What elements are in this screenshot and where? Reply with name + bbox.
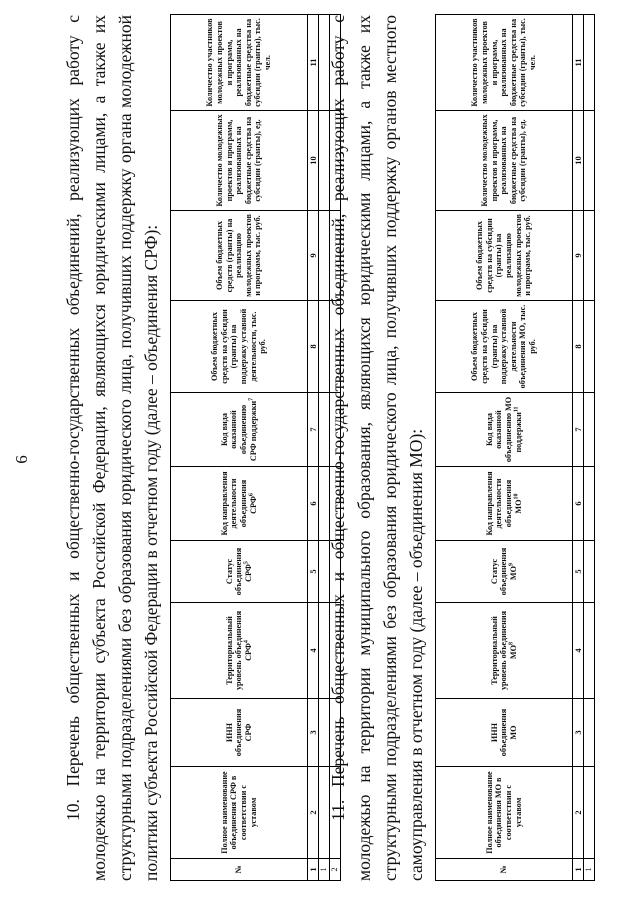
row-number: 2 xyxy=(330,859,341,881)
table-cell xyxy=(584,111,595,211)
col-support-code-header: Код вида оказанной объединению МО поддержки$^{11}$ xyxy=(436,393,573,467)
col-projects-count-header: Количество молодежных проектов и программ, реализованных на бюджетные средства на субсидии (гранты), ед. xyxy=(171,111,308,211)
table-cell xyxy=(584,393,595,467)
column-number: 10 xyxy=(308,111,319,211)
table-cell xyxy=(584,541,595,603)
row-number: 1 xyxy=(319,859,330,881)
column-number: 5 xyxy=(573,541,584,603)
table-row xyxy=(584,15,595,881)
column-number: 1 xyxy=(308,859,319,881)
column-number: 11 xyxy=(573,15,584,111)
section-10-heading: 10. Перечень общественных и общественно-государственных объединений, реализующих работу с молодежью на территории субъекта Российской Федерации, являющихся юридическими лицами, а также их структурными подразделениями без образования юридического лица, получивших поддержку органа молодежной политики субъекта Российской Федерации в отчетном году (далее – объединения СРФ): xyxy=(63,15,161,881)
col-participants-header: Количество участников молодежных проектов и программ, реализованных на бюджетные средства на субсидии (гранты), тыс. чел. xyxy=(171,15,308,111)
column-number: 4 xyxy=(308,603,319,699)
row-number: 1 xyxy=(584,859,595,881)
column-number: 9 xyxy=(308,211,319,301)
col-territorial-level-header: Территориальный уровень объединения $МО^8$ xyxy=(436,603,573,699)
column-number: 6 xyxy=(573,467,584,541)
col-statutory-budget-header: Объем бюджетных средств на субсидии (гранты) на поддержку уставной деятельности объединения МО, тыс. руб. xyxy=(436,301,573,393)
column-number: 3 xyxy=(573,699,584,767)
col-support-code-header: Код вида оказанной объединению СРФ поддержки$^7$ xyxy=(171,393,308,467)
col-inn-header: ИНН объединения МО xyxy=(436,699,573,767)
section-10 xyxy=(60,15,341,881)
column-number: 11 xyxy=(308,15,319,111)
page-number: 6 xyxy=(12,455,31,464)
column-number: 4 xyxy=(573,603,584,699)
column-number: 6 xyxy=(308,467,319,541)
col-inn-header: ИНН объединения СРФ xyxy=(171,699,308,767)
section-10-table xyxy=(170,14,341,881)
column-number: 9 xyxy=(573,211,584,301)
column-number: 7 xyxy=(573,393,584,467)
table-cell xyxy=(584,301,595,393)
column-number: 8 xyxy=(308,301,319,393)
col-status-header: Статус объединения $МО^9$ xyxy=(436,541,573,603)
col-projects-budget-header: Объем бюджетных средств на субсидии (гранты) на реализацию молодежных проектов и программ, тыс. руб. xyxy=(436,211,573,301)
table-header-row xyxy=(436,15,573,881)
table-cell xyxy=(584,767,595,859)
table-cell xyxy=(584,699,595,767)
column-number: 3 xyxy=(308,699,319,767)
col-fullname-header: Полное наименование объединения МО в соответствии с уставом xyxy=(436,767,573,859)
table-column-numbers-row xyxy=(573,15,584,881)
table-cell xyxy=(584,467,595,541)
col-status-header: Статус объединения СРФ$^5$ xyxy=(171,541,308,603)
col-fullname-header: Полное наименование объединения СРФ в соответствии с уставом xyxy=(171,767,308,859)
col-number-header: № xyxy=(436,859,573,881)
table-header-row xyxy=(171,15,308,881)
column-number: 7 xyxy=(308,393,319,467)
column-number: 10 xyxy=(573,111,584,211)
column-number: 2 xyxy=(573,767,584,859)
col-territorial-level-header: Территориальный уровень объединения СРФ$^4$ xyxy=(171,603,308,699)
column-number: 8 xyxy=(573,301,584,393)
section-11-table xyxy=(435,14,595,881)
col-direction-code-header: Код направления деятельности объединения СРФ$^6$ xyxy=(171,467,308,541)
table-cell xyxy=(584,211,595,301)
section-11-heading: 11. Перечень общественных и общественно-государственных объединений, реализующих работу с молодежью на территории муниципального образования, являющихся юридическими лицами, а также их структурными подразделениями без образования юридического лица, получивших поддержку органов местного самоуправления в отчетном году (далее – объединения МО): xyxy=(328,15,426,881)
column-number: 2 xyxy=(308,767,319,859)
column-number: 5 xyxy=(308,541,319,603)
col-projects-budget-header: Объем бюджетных средств (гранты) на реализацию молодежных проектов и программ, тыс. руб. xyxy=(171,211,308,301)
table-cell xyxy=(584,15,595,111)
section-11 xyxy=(325,15,595,881)
table-cell xyxy=(584,603,595,699)
column-number: 1 xyxy=(573,859,584,881)
col-statutory-budget-header: Объем бюджетных средств на субсидии (гранты) на поддержку уставной деятельности, тыс. руб. xyxy=(171,301,308,393)
col-number-header: № xyxy=(171,859,308,881)
col-direction-code-header: Код направления деятельности объединения МО$^{10}$ xyxy=(436,467,573,541)
table-column-numbers-row xyxy=(308,15,319,881)
col-projects-count-header: Количество молодежных проектов и программ, реализованных на бюджетные средства на субсидии (гранты), ед. xyxy=(436,111,573,211)
col-participants-header: Количество участников молодежных проектов и программ, реализованных на бюджетные средства на субсидии (гранты), тыс. чел. xyxy=(436,15,573,111)
